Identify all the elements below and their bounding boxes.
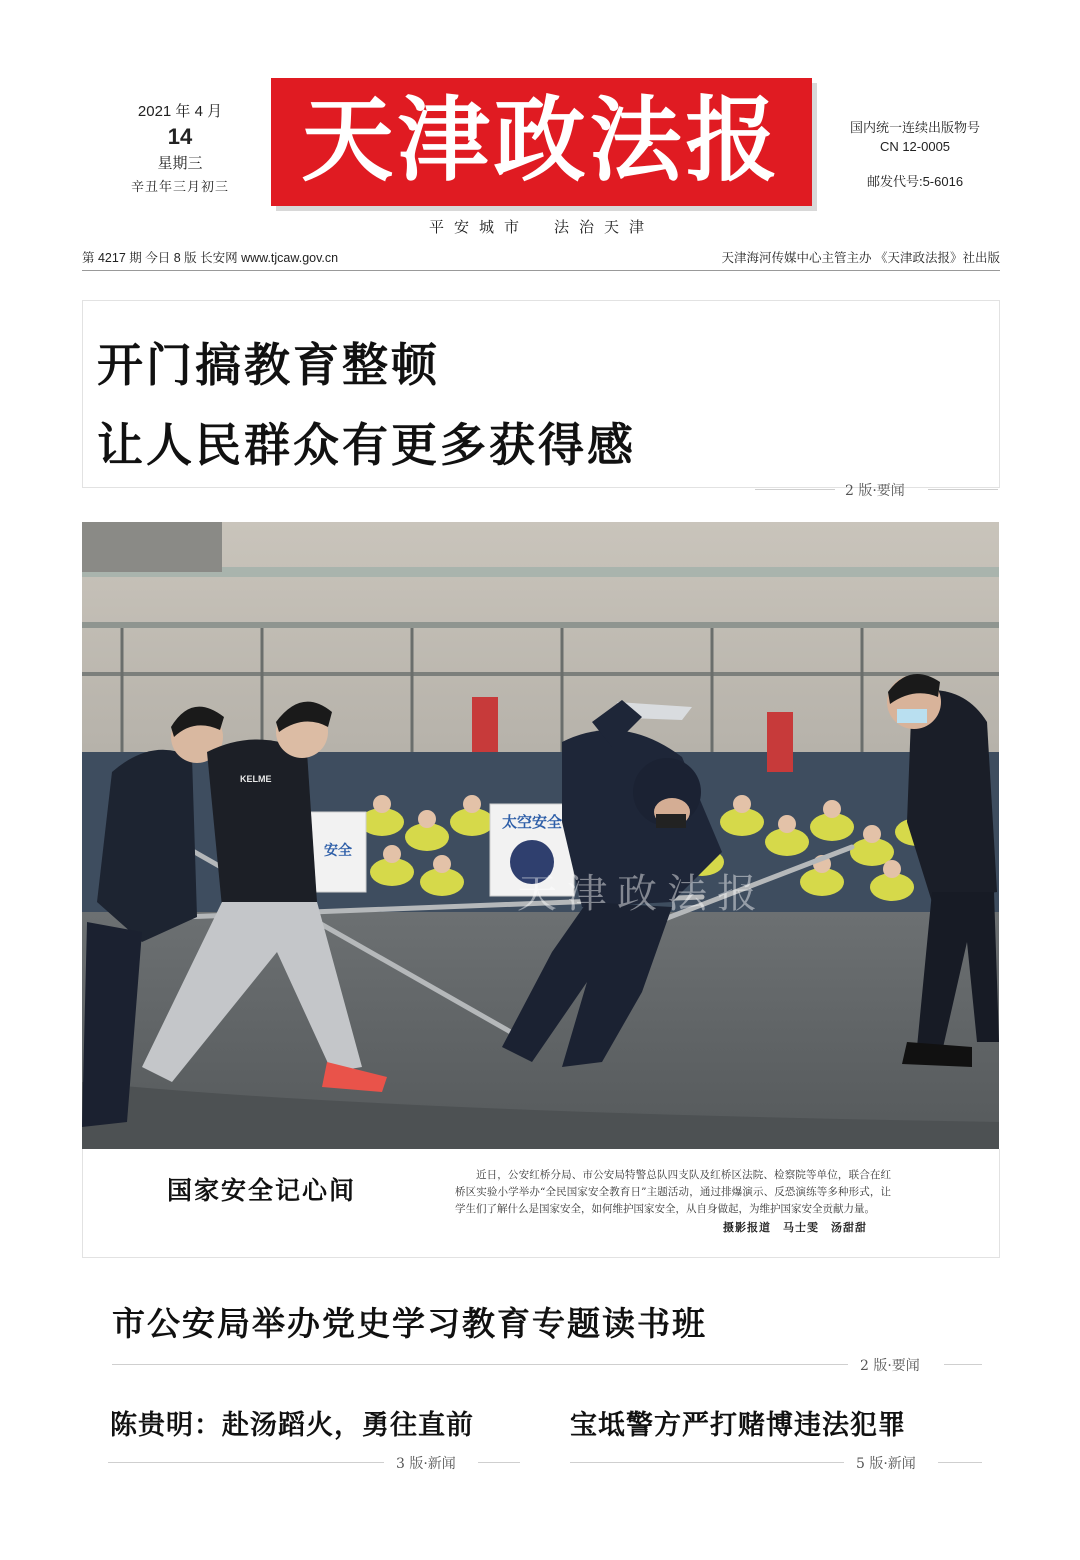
slogan: 平安城市 法治天津 [428,218,654,236]
publication-info [830,118,1000,191]
lead-headline-line1: 开门搞教育整顿 [97,338,440,392]
right-story-headline[interactable]: 宝坻警方严打赌博违法犯罪 [570,1410,906,1441]
caption-title: 国家安全记心间 [167,1176,357,1205]
caption-credit: 摄影报道 马士雯 汤甜甜 [723,1221,867,1234]
tag-rule [570,1462,844,1463]
photo-caption [82,1149,1000,1258]
logo-text: 天津政法报 [301,87,782,194]
masthead-rule [82,270,1000,271]
lead-page-tag[interactable]: 2 版·要闻 [845,483,905,499]
postal-code: 邮发代号:5-6016 [866,174,964,189]
tag-rule [755,489,835,490]
tag-rule [108,1462,384,1463]
tag-rule [944,1364,982,1365]
date-day: 14 [167,124,193,149]
issue-date [100,102,260,200]
news-photo [82,522,999,1149]
sign-left-text: 安全 [324,843,352,859]
publisher-info: 天津海河传媒中心主管主办 《天津政法报》社出版 [721,251,1000,265]
tag-rule [478,1462,520,1463]
jacket-text: KELME [240,774,272,784]
left-story-headline[interactable]: 陈贵明：赴汤蹈火，勇往直前 [110,1410,474,1441]
tag-rule [928,489,998,490]
tag-rule [938,1462,982,1463]
second-page-tag[interactable]: 2 版·要闻 [860,1358,920,1374]
photo-watermark: 天津政法报 [517,871,767,917]
pub-number-label: 国内统一连续出版物号 [849,120,980,135]
issue-info: 第 4217 期 今日 8 版 长安网 www.tjcaw.gov.cn [82,251,339,265]
sign-right-text: 太空安全 [501,813,563,831]
left-story-page-tag[interactable]: 3 版·新闻 [396,1456,456,1472]
newspaper-logo [271,78,812,206]
info-bar [82,248,1000,266]
date-lunar: 辛丑年三月初三 [130,180,229,195]
caption-body: 近日，公安红桥分局、市公安局特警总队四支队及红桥区法院、检察院等单位，联合在红桥区实验小学举办“全民国家安全教育日”主题活动，通过排爆演示、反恐演练等多种形式，让学生们了解什么是国家安全，如何维护国家安全，从自身做起，为维护国家安全贡献力量。 [455,1169,891,1215]
date-weekday: 星期三 [157,155,203,172]
tag-rule [112,1364,848,1365]
second-headline[interactable]: 市公安局举办党史学习教育专题读书班 [112,1304,707,1343]
date-year-month: 2021 年 4 月 [137,103,223,120]
lead-headline-line2: 让人民群众有更多获得感 [97,418,636,472]
photo-illustration [82,522,999,1149]
right-story-page-tag[interactable]: 5 版·新闻 [856,1456,916,1472]
lead-headline-box[interactable] [82,300,1000,488]
pub-number: CN 12-0005 [879,139,951,154]
